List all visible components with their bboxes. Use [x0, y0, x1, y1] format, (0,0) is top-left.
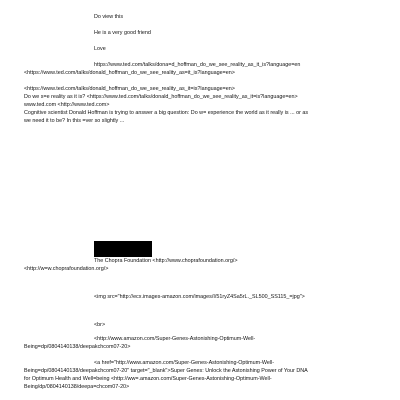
anchor-line-4[interactable]: Being/dp/0804140138/deepa=chcom07-20>: [24, 384, 130, 390]
chopra-foundation-line[interactable]: The Chopra Foundation <http://www.choprafoundation.org/>: [94, 258, 238, 264]
br-tag-line: <br>: [94, 322, 106, 328]
amazon-link-line-1[interactable]: <http://www.amazon.com/Super-Genes-Astonishing-Optimum-Well-: [94, 336, 256, 342]
chopra-foundation-link[interactable]: <http://w=w.choprafoundation.org/>: [24, 266, 109, 272]
amazon-link-line-2[interactable]: Being=dp/0804140138/deepakchcom07-20>: [24, 344, 131, 350]
redaction-block: [94, 241, 152, 257]
anchor-line-3[interactable]: for Optimum Health and Well=being <http://ww=.amazon.com/Super-Genes-Astonishing-Optimum-Well-: [24, 376, 272, 382]
ted-link-alt[interactable]: <https://www.ted.com/talks/donald_hoffman_do_we_see_reality_as_it=is?language=en>: [24, 86, 235, 92]
ted-title-line[interactable]: Do we s=e reality as it is? <https://www.ted.com/talks/donald_hoffman_do_we_see_reality_as_it=is?language=en>: [24, 94, 298, 100]
body-line-friend: He is a very good friend: [94, 30, 151, 36]
anchor-line-1[interactable]: <a href="http://www.amazon.com/Super-Genes-Astonishing-Optimum-Well-: [94, 360, 275, 366]
body-line-do-view: Do view this: [94, 14, 124, 20]
anchor-line-2[interactable]: Being=dp/0804140138/deepakchcom07-20" target="_blank">Super Genes: Unlock the Astonishing Power of Your DNA: [24, 368, 308, 374]
ted-link[interactable]: https://www.ted.com/talks/dona=d_hoffman_do_we_see_reality_as_it_is?language=en: [94, 62, 301, 68]
ted-link-bracketed[interactable]: <https://www.ted.com/talks/donald_hoffman_do_we_see_reality_as=it_is?language=en>: [24, 70, 235, 76]
ted-domain-line[interactable]: www.ted.com <http://www.ted.com>: [24, 102, 110, 108]
ted-description-line-2: we need it to be? In this =ver so slightly ...: [24, 118, 125, 124]
ted-description-line-1: Cognitive scientist Donald Hoffman is trying to answer a big question: Do w= experience the world as it really is ... or as: [24, 110, 309, 116]
image-tag-line: <img src="http://ecx.images-amazon.com/images/I/51ryZ4Sa5rL._SL500_SS115_=jpg">: [94, 294, 305, 300]
body-line-love: Love: [94, 46, 106, 52]
